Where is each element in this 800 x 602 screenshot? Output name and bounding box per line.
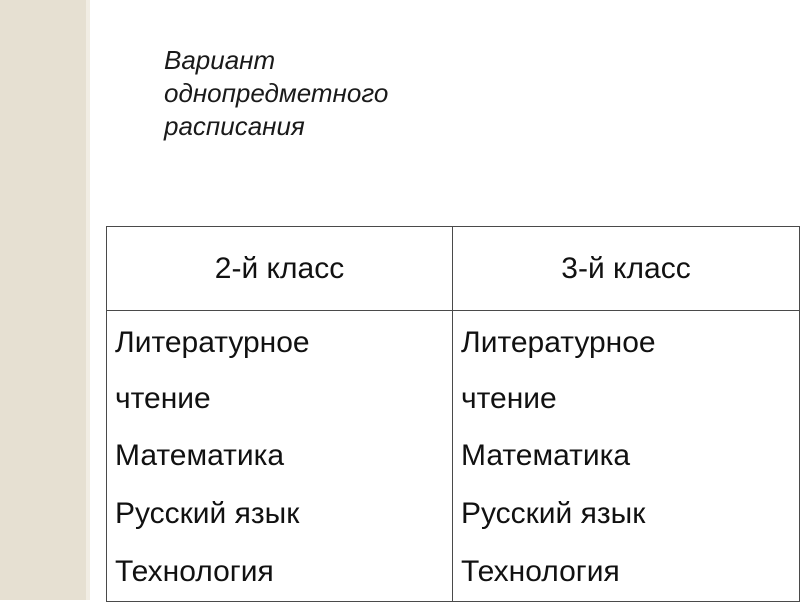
subject-item: Математика: [461, 439, 631, 472]
subject-item: Математика: [115, 439, 285, 472]
table-row: [107, 311, 800, 602]
left-decorative-bar: [0, 0, 86, 600]
subject-item: Литературное чтение: [461, 326, 656, 415]
slide-title: Вариант однопредметного расписания: [164, 45, 389, 141]
subjects-cell-grade-3: [453, 311, 800, 602]
subject-item: Русский язык: [461, 497, 646, 530]
subject-item: Технология: [461, 555, 620, 588]
subject-item: Технология: [115, 555, 274, 588]
table-header-row: [107, 227, 800, 311]
schedule-table: [106, 226, 800, 602]
subject-item: Русский язык: [115, 497, 300, 530]
header-grade-3: 3-й класс: [453, 227, 800, 311]
left-bar-edge: [86, 0, 90, 600]
subject-item: Литературное чтение: [115, 326, 310, 415]
subjects-cell-grade-2: [107, 311, 453, 602]
header-grade-2: 2-й класс: [107, 227, 453, 311]
